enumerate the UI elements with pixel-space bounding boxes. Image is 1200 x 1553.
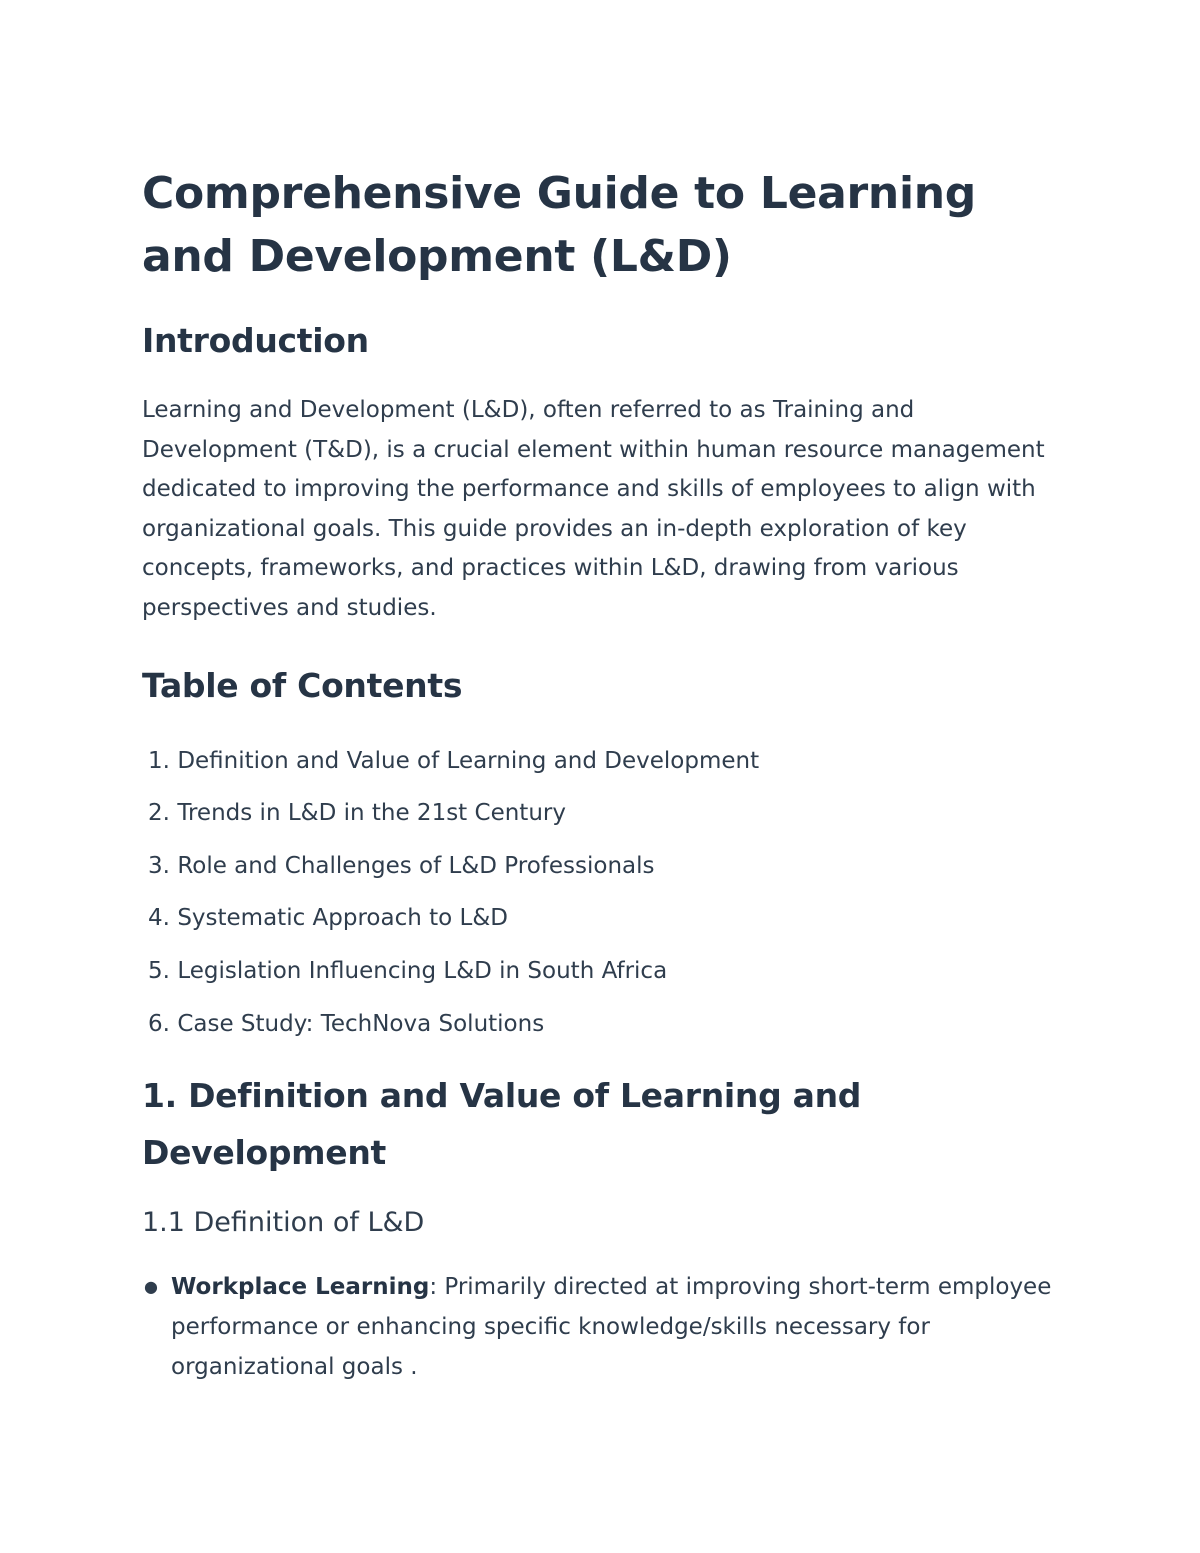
toc-heading: Table of Contents: [142, 665, 463, 705]
toc-item-label: Role and Challenges of L&D Professionals: [177, 852, 655, 879]
toc-item[interactable]: [142, 840, 1062, 893]
toc-item-label: Case Study: TechNova Solutions: [177, 1010, 545, 1037]
section-1-heading: 1. Definition and Value of Learning and Development: [142, 1076, 862, 1173]
toc-item[interactable]: [142, 735, 1062, 788]
document-title: Comprehensive Guide to Learning and Development (L&D): [142, 168, 976, 282]
toc-item-number: 3.: [148, 852, 170, 879]
bullet-term: Workplace Learning: [171, 1274, 430, 1301]
introduction-heading: Introduction: [142, 321, 369, 360]
toc-item[interactable]: [142, 998, 1062, 1051]
toc-item-number: 1.: [148, 747, 170, 774]
toc-item-label: Definition and Value of Learning and Development: [177, 747, 760, 774]
introduction-paragraph: Learning and Development (L&D), often referred to as Training and Development (T&D), is a crucial element within human resource management dedicated to improving the performance and skills of employees to align with organizational goals. This guide provides an in-depth exploration of key concepts, frameworks, and practices within L&D, drawing from various perspectives and studies.: [142, 397, 1045, 621]
subsection-1-1-heading: 1.1 Definition of L&D: [142, 1207, 425, 1239]
list-item: [142, 1267, 1062, 1387]
bullet-text: : Primarily directed at improving short-term employee performance or enhancing specific knowledge/skills necessary for organizational goals .: [171, 1274, 1052, 1381]
toc-list: [142, 735, 1062, 1051]
toc-item[interactable]: [142, 945, 1062, 998]
toc-item-number: 6.: [148, 1010, 170, 1037]
document-content: [142, 162, 1062, 1387]
toc-item-label: Systematic Approach to L&D: [177, 905, 508, 932]
bullet-list: [142, 1267, 1062, 1387]
toc-item[interactable]: [142, 787, 1062, 840]
toc-item-number: 4.: [148, 905, 170, 932]
toc-item-label: Trends in L&D in the 21st Century: [177, 800, 566, 827]
toc-item-number: 2.: [148, 800, 170, 827]
toc-item-label: Legislation Influencing L&D in South Africa: [177, 957, 668, 984]
bullet-icon: ●: [144, 1277, 158, 1297]
toc-item[interactable]: [142, 892, 1062, 945]
toc-item-number: 5.: [148, 957, 170, 984]
